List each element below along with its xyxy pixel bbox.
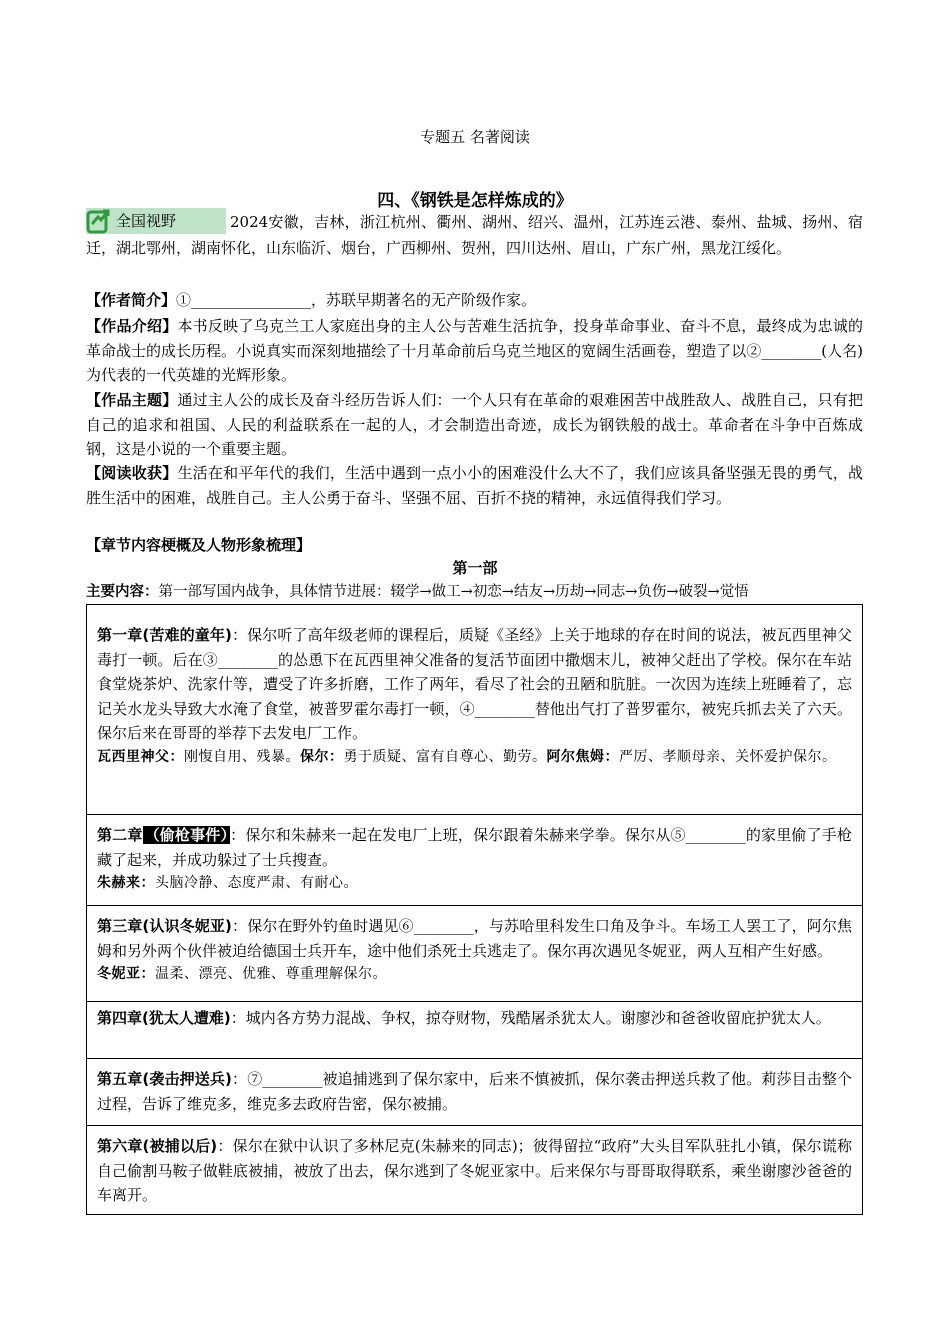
main-content-text: 第一部写国内战争，具体情节进展：辍学→做工→初恋→结友→历劫→同志→负伤→破裂→觉悟 xyxy=(158,584,749,600)
character-name: 保尔： xyxy=(300,748,344,765)
chapter-card-1 xyxy=(86,604,863,815)
chapter-text: ：城内各方势力混战、争权，掠夺财物，残酷屠杀犹太人。谢廖沙和爸爸收留庇护犹太人。 xyxy=(230,1009,831,1027)
chapter-title-highlight: （偷枪事件） xyxy=(144,826,229,844)
chapter-title: 第一章(苦难的童年) xyxy=(97,626,232,644)
badge-label: 全国视野 xyxy=(116,211,177,230)
chapter-title: 第四章(犹太人遭难) xyxy=(97,1009,231,1027)
chapter-summary xyxy=(97,1067,852,1116)
intro-label: 【作品介绍】 xyxy=(86,317,178,335)
author-text: ①________________，苏联早期著名的无产阶级作家。 xyxy=(176,291,537,309)
author-label: 【作者简介】 xyxy=(86,291,177,309)
character-traits xyxy=(97,746,852,769)
character-desc: 勇于质疑、富有自尊心、勤劳。 xyxy=(343,748,547,765)
part-title: 第一部 xyxy=(452,559,498,577)
character-desc: 温柔、漂亮、优雅、尊重理解保尔。 xyxy=(155,966,387,982)
chapter-title: 第五章(袭击押送兵) xyxy=(97,1070,232,1088)
character-desc: 刚愎自用、残暴。 xyxy=(184,748,300,765)
chapter-text: ：保尔在野外钓鱼时遇见⑥________，与苏哈里科发生口角及争斗。车场工人罢工了，阿尔焦姆和另外两个伙伴被迫给德国士兵开车，途中他们杀死士兵逃走了。保尔再次遇见冬妮亚，两人互相产生好感。 xyxy=(97,917,852,960)
chapter-summary xyxy=(97,1134,852,1208)
section-heading: 【章节内容梗概及人物形象梳理】 xyxy=(86,536,312,554)
main-content-label: 主要内容： xyxy=(86,584,159,600)
gain-label: 【阅读收获】 xyxy=(86,464,178,482)
chapter-card-6 xyxy=(86,1125,863,1215)
theme-text: 通过主人公的成长及奋斗经历告诉人们：一个人只有在革命的艰难困苦中战胜敌人、战胜自己，只有把自己的追求和祖国、人民的利益联系在一起的人，才会制造出奇迹，成长为钢铁般的战士。革命者在斗争中百炼成钢，这是小说的一个重要主题。 xyxy=(86,391,863,458)
chapter-summary xyxy=(97,1006,852,1031)
national-view-badge xyxy=(86,208,226,234)
page-title: 四、《钢铁是怎样炼成的》 xyxy=(377,191,573,211)
regions-text: 2024安徽，吉林，浙江杭州、衢州、湖州、绍兴、温州，江苏连云港、泰州、盐城、扬州、宿迁，湖北鄂州，湖南怀化，山东临沂、烟台，广西柳州、贺州，四川达州、眉山，广东广州，黑龙江绥化。 xyxy=(86,213,863,257)
character-traits xyxy=(97,872,852,895)
chapter-text: ：⑦________被追捕逃到了保尔家中，后来不慎被抓，保尔袭击押送兵救了他。莉莎目击整个过程，告诉了维克多，维克多去政府告密，保尔被捕。 xyxy=(97,1070,852,1113)
chapter-card-3 xyxy=(86,905,863,1002)
chapter-summary xyxy=(97,823,852,872)
character-name: 阿尔焦姆： xyxy=(546,748,619,765)
main-content-line xyxy=(86,580,863,605)
chapter-card-5 xyxy=(86,1058,863,1126)
intro-text: 本书反映了乌克兰工人家庭出身的主人公与苦难生活抗争，投身革命事业、奋斗不息，最终成为忠诚的革命战士的成长历程。小说真实而深刻地描绘了十月革命前后乌克兰地区的宽阔生活画卷，塑造了以②________(人名)为代表的一代英雄的光辉形象。 xyxy=(86,317,863,384)
regions-paragraph xyxy=(86,210,863,261)
chapter-card-2 xyxy=(86,814,863,906)
intro-paragraph xyxy=(86,314,863,388)
chapter-title: 第六章(被捕以后) xyxy=(97,1137,218,1155)
check-arrow-icon xyxy=(86,208,110,234)
gain-text: 生活在和平年代的我们，生活中遇到一点小小的困难没什么大不了，我们应该具备坚强无畏的勇气，战胜生活中的困难，战胜自己。主人公勇于奋斗、坚强不屈、百折不挠的精神，永远值得我们学习。 xyxy=(86,464,863,507)
character-name: 朱赫来： xyxy=(97,875,155,891)
chapter-summary xyxy=(97,914,852,963)
character-desc: 严厉、孝顺母亲、关怀爱护保尔。 xyxy=(619,748,837,765)
character-traits xyxy=(97,963,852,986)
author-paragraph xyxy=(86,288,863,313)
character-desc: 头脑冷静、态度严肃、有耐心。 xyxy=(155,875,358,891)
chapter-summary xyxy=(97,623,852,746)
character-name: 冬妮亚： xyxy=(97,966,155,982)
chapter-text: ：保尔在狱中认识了多林尼克(朱赫来的同志)；彼得留拉“政府”大头目军队驻扎小镇，保尔谎称自己偷割马鞍子做鞋底被捕，被放了出去，保尔逃到了冬妮亚家中。后来保尔与哥哥取得联系，乘坐谢廖沙爸爸的车离开。 xyxy=(97,1137,853,1204)
chapter-text: ：保尔和朱赫来一起在发电厂上班，保尔跟着朱赫来学拳。保尔从⑤________的家里偷了手枪藏了起来，并成功躲过了士兵搜查。 xyxy=(97,826,852,869)
theme-label: 【作品主题】 xyxy=(86,391,178,409)
page-header: 专题五 名著阅读 xyxy=(420,128,530,146)
character-name: 瓦西里神父： xyxy=(97,748,184,765)
chapter-card-4 xyxy=(86,1001,863,1059)
chapter-title: 第二章 xyxy=(97,826,143,844)
theme-paragraph xyxy=(86,388,863,462)
gain-paragraph xyxy=(86,461,863,510)
chapter-text: ：保尔听了高年级老师的课程后，质疑《圣经》上关于地球的存在时间的说法，被瓦西里神父毒打一顿。后在③________的怂恿下在瓦西里神父准备的复活节面团中撒烟末儿，被神父赶出了学校。保尔在车站食堂烧茶炉、洗家什等，遭受了许多折磨，工作了两年，看尽了社会的丑陋和肮脏。一次因为连续上班睡着了，忘记关水龙头导致大水淹了食堂，被普罗霍尔毒打一顿，④________替他出气打了普罗霍尔，被宪兵抓去关了六天。保尔后来在哥哥的举荐下去发电厂工作。 xyxy=(97,626,852,742)
chapter-title: 第三章(认识冬妮亚) xyxy=(97,917,232,935)
